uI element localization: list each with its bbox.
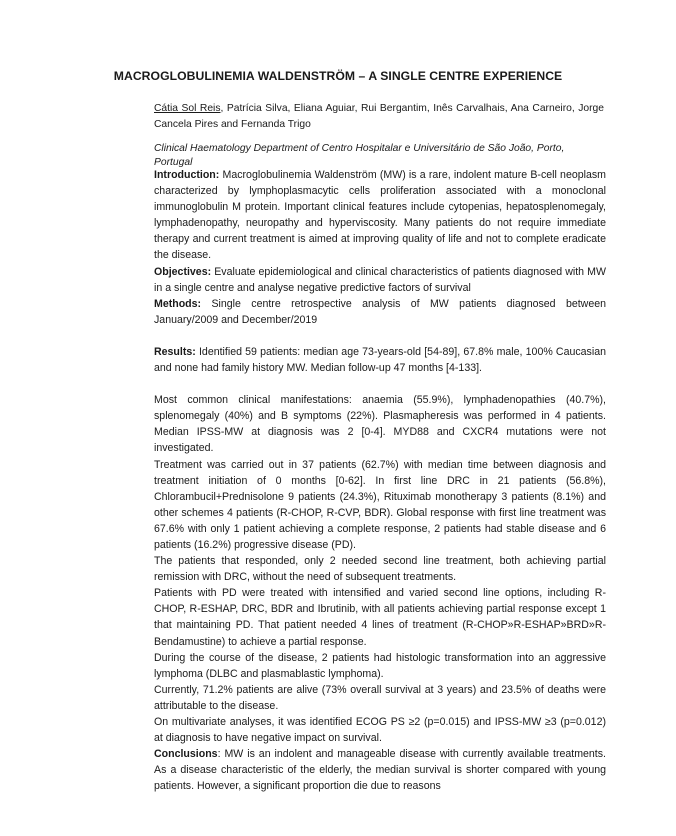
author-list xyxy=(154,101,604,133)
methods-label: Methods: xyxy=(154,297,202,310)
results-detail-paragraph: On multivariate analyses, it was identified ECOG PS ≥2 (p=0.015) and IPSS-MW ≥3 (p=0.012) at diagnosis to have negative impact on survival. xyxy=(154,716,606,745)
introduction-text: Macroglobulinemia Waldenström (MW) is a rare, indolent mature B-cell neoplasm characterized by lymphoplasmacytic cells proliferation associated with a monoclonal immunoglobulin M protein. Important clinical features include cytopenias, hepatosplenomegaly, lymphadenopathy, neuropathy and hyperviscosity. Many patients do not require immediate therapy and current treatment is aimed at improving quality of life and not to complete eradicate the disease. xyxy=(154,169,606,262)
objectives-paragraph xyxy=(154,264,606,296)
abstract-body xyxy=(154,167,606,794)
spacer xyxy=(154,328,606,344)
introduction-label: Introduction: xyxy=(154,169,220,181)
conclusions-label: Conclusions xyxy=(154,748,218,761)
results-detail-paragraph: Most common clinical manifestations: anaemia (55.9%), lymphadenopathies (40.7%), splenomegaly (40%) and B symptoms (22%). Plasmapheresis was performed in 4 patients. Median IPSS-MW at diagnosis was 2 [0-4]. MYD88 and CXCR4 mutations were not investigated. xyxy=(154,394,606,455)
results-detail-paragraph: During the course of the disease, 2 patients had histologic transformation into an aggressive lymphoma (DLBC and plasmablastic lymphoma). xyxy=(154,651,606,680)
results-label: Results: xyxy=(154,345,196,358)
results-detail-paragraph: Treatment was carried out in 37 patients (62.7%) with median time between diagnosis and treatment initiation of 0 months [0-62]. In first line DRC in 21 patients (56.8%), Chlorambucil+Prednisolone 9 patients (24.3%), Rituximab monotherapy 3 patients (8.1%) and other schemes 4 patients (R-CHOP, R-CVP, BDR). Global response with first line treatment was 67.6% with only 1 patient achieving a complete response, 2 patients had stable disease and 6 patients (16.2%) progressive disease (PD). xyxy=(154,458,606,551)
first-author: Cátia Sol Reis xyxy=(154,103,221,114)
methods-text: Single centre retrospective analysis of MW patients diagnosed between January/2009 and December/2019 xyxy=(154,297,606,326)
results-detail-paragraph: The patients that responded, only 2 needed second line treatment, both achieving partial remission with DRC, without the need of subsequent treatments. xyxy=(154,555,606,584)
objectives-text: Evaluate epidemiological and clinical characteristics of patients diagnosed with MW in a single centre and analyse negative predictive factors of survival xyxy=(154,265,606,294)
paper-title: MACROGLOBULINEMIA WALDENSTRÖM – A SINGLE CENTRE EXPERIENCE xyxy=(113,69,563,83)
affiliation: Clinical Haematology Department of Centro Hospitalar e Universitário de São João, Porto, Portugal xyxy=(154,143,565,168)
objectives-label: Objectives: xyxy=(154,265,212,278)
results-text: Identified 59 patients: median age 73-years-old [54-89], 67.8% male, 100% Caucasian and none had family history MW. Median follow-up 47 months [4-133]. xyxy=(154,345,606,375)
other-authors: , Patrícia Silva, Eliana Aguiar, Rui Bergantim, Inês Carvalhais, Ana Carneiro, Jorge Cancela Pires and Fernanda Trigo xyxy=(154,103,604,130)
conclusions-text: : MW is an indolent and manageable disease with currently available treatments. As a disease characteristic of the elderly, the median survival is shorter compared with young patients. However, a significant proportion die due to reasons xyxy=(154,748,606,793)
results-detail-paragraph: Currently, 71.2% patients are alive (73% overall survival at 3 years) and 23.5% of deaths were attributable to the disease. xyxy=(154,683,606,712)
results-detail-paragraph: Patients with PD were treated with intensified and varied second line options, including R-CHOP, R-ESHAP, DRC, BDR and Ibrutinib, with all patients achieving partial response except 1 that maintaining PD. That patient needed 4 lines of treatment (R-CHOP»R-ESHAP»BRD»R-Bendamustine) to achieve a partial response. xyxy=(154,587,606,648)
results-paragraph xyxy=(154,344,606,376)
conclusions-paragraph xyxy=(154,746,606,794)
methods-paragraph xyxy=(154,296,606,328)
introduction-paragraph xyxy=(154,167,606,264)
spacer xyxy=(154,376,606,392)
